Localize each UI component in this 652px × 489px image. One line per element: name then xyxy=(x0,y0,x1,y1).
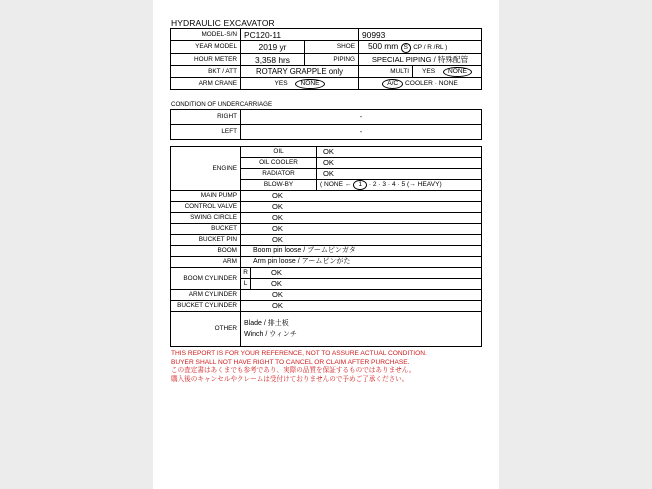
boom-label: BOOM xyxy=(171,246,241,257)
model-row xyxy=(171,29,482,41)
boom-cyl-r-row xyxy=(171,268,482,279)
bucket-cyl-label: BUCKET CYLINDER xyxy=(171,301,241,312)
cooler-text: COOLER · NONE xyxy=(405,79,458,87)
blowby-pre: ( NONE ← xyxy=(320,181,352,188)
shoe-type-options: CP / R /RL ) xyxy=(413,44,448,51)
bucket-pin-value: OK xyxy=(241,235,482,246)
crane-label: ARM CRANE xyxy=(171,78,241,90)
bucket-cyl-row xyxy=(171,301,482,312)
boom-cyl-l-value: OK xyxy=(251,279,482,290)
boom-cyl-r-value: OK xyxy=(251,268,482,279)
multi-none-selected: NONE xyxy=(443,67,472,77)
ac-selected: A/C xyxy=(382,79,403,89)
arm-cyl-label: ARM CYLINDER xyxy=(171,290,241,301)
inspection-report-page xyxy=(153,0,499,489)
swing-circle-label: SWING CIRCLE xyxy=(171,213,241,224)
undercarriage-heading: CONDITION OF UNDERCARRIAGE xyxy=(171,101,273,108)
uc-left-label: LEFT xyxy=(171,125,241,140)
boom-cyl-r-label: R xyxy=(241,268,251,279)
piping-value: SPECIAL PIPING / 特殊配管 xyxy=(359,54,482,66)
multi-label: MULTI xyxy=(359,66,413,78)
disclaimer-line-4: 購入後のキャンセルやクレームは受付けておりませんので予めご了承ください。 xyxy=(171,375,409,383)
main-pump-value: OK xyxy=(241,191,482,202)
main-pump-label: MAIN PUMP xyxy=(171,191,241,202)
disclaimer-line-2: BUYER SHALL NOT HAVE RIGHT TO CANCEL OR CLAIM AFTER PURCHASE. xyxy=(171,358,410,366)
radiator-value: OK xyxy=(317,169,482,180)
crane-row xyxy=(171,78,482,90)
model-label: MODEL-S/N xyxy=(171,29,241,41)
disclaimer-line-3: この査定書はあくまでも参考であり、実際の品質を保証するものではありません。 xyxy=(171,367,416,375)
blowby-post: · 2 · 3 · 4 · 5 (→ HEAVY) xyxy=(368,181,442,188)
bucket-cyl-value: OK xyxy=(241,301,482,312)
disclaimer-line-1: THIS REPORT IS FOR YOUR REFERENCE, NOT TO ASSURE ACTUAL CONDITION. xyxy=(171,350,427,357)
control-valve-value: OK xyxy=(241,202,482,213)
oil-label: OIL xyxy=(241,147,317,158)
crane-options xyxy=(241,78,359,90)
boom-cyl-l-label: L xyxy=(241,279,251,290)
hour-label: HOUR METER xyxy=(171,54,241,66)
main-pump-row xyxy=(171,191,482,202)
year-value: 2019 yr xyxy=(241,41,305,54)
other-values xyxy=(241,312,482,347)
boom-value: Boom pin loose / ブームピンガタ xyxy=(241,246,482,257)
hour-row xyxy=(171,54,482,66)
undercarriage-table xyxy=(170,109,482,140)
bucket-pin-row xyxy=(171,235,482,246)
piping-label: PIPING xyxy=(305,54,359,66)
blowby-scale xyxy=(317,180,482,191)
bkt-row xyxy=(171,66,482,78)
arm-cyl-row xyxy=(171,290,482,301)
swing-circle-row xyxy=(171,213,482,224)
multi-options xyxy=(413,66,482,78)
bkt-value: ROTARY GRAPPLE only xyxy=(241,66,359,78)
uc-left-value: - xyxy=(241,125,482,140)
oil-row xyxy=(171,147,482,158)
arm-value: Arm pin loose / アームピンがた xyxy=(241,257,482,268)
blowby-selected: 1 xyxy=(353,180,367,190)
radiator-label: RADIATOR xyxy=(241,169,317,180)
other-row xyxy=(171,312,482,347)
boom-row xyxy=(171,246,482,257)
blowby-label: BLOW-BY xyxy=(241,180,317,191)
bucket-pin-label: BUCKET PIN xyxy=(171,235,241,246)
shoe-label: SHOE xyxy=(305,41,359,54)
shoe-type-selected: S xyxy=(401,43,411,53)
hour-value: 3,358 hrs xyxy=(241,54,305,66)
bucket-value: OK xyxy=(241,224,482,235)
year-label: YEAR MODEL xyxy=(171,41,241,54)
model-value: PC120-11 xyxy=(241,29,359,41)
arm-cyl-value: OK xyxy=(241,290,482,301)
uc-left-row xyxy=(171,125,482,140)
year-row xyxy=(171,41,482,54)
uc-right-row xyxy=(171,110,482,125)
boom-cyl-label: BOOM CYLINDER xyxy=(171,268,241,290)
uc-right-label: RIGHT xyxy=(171,110,241,125)
control-valve-label: CONTROL VALVE xyxy=(171,202,241,213)
oil-cooler-label: OIL COOLER xyxy=(241,158,317,169)
other-line-1: Blade / 排土板 xyxy=(244,320,289,327)
arm-label: ARM xyxy=(171,257,241,268)
engine-label: ENGINE xyxy=(171,147,241,191)
bkt-label: BKT / ATT xyxy=(171,66,241,78)
oil-cooler-value: OK xyxy=(317,158,482,169)
other-label: OTHER xyxy=(171,312,241,347)
serial-value: 90993 xyxy=(359,29,482,41)
crane-yes: YES xyxy=(274,79,288,87)
bucket-row xyxy=(171,224,482,235)
control-valve-row xyxy=(171,202,482,213)
report-title: HYDRAULIC EXCAVATOR xyxy=(171,18,275,28)
swing-circle-value: OK xyxy=(241,213,482,224)
condition-table xyxy=(170,146,482,347)
ac-cooler-cell xyxy=(359,78,482,90)
shoe-cell xyxy=(359,41,482,54)
shoe-value: 500 mm xyxy=(368,41,399,51)
bucket-label: BUCKET xyxy=(171,224,241,235)
uc-right-value: - xyxy=(241,110,482,125)
other-line-2: Winch / ウィンチ xyxy=(244,331,297,338)
oil-value: OK xyxy=(317,147,482,158)
multi-yes: YES xyxy=(421,67,436,75)
crane-none-selected: NONE xyxy=(295,79,324,89)
arm-row xyxy=(171,257,482,268)
spec-table xyxy=(170,28,482,90)
disclaimer xyxy=(171,350,427,384)
